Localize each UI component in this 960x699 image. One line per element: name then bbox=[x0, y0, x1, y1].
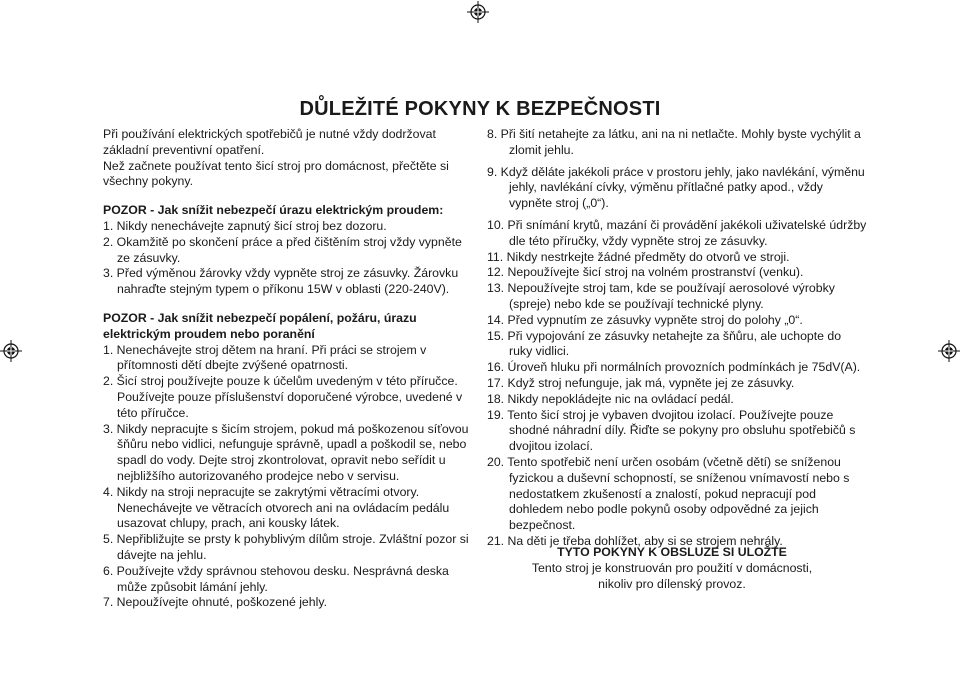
page-title: DŮLEŽITÉ POKYNY K BEZPEČNOSTI bbox=[299, 98, 661, 120]
safety-item-10: 10. Při snímání krytů, mazání či provádění jakékoli uživatelské údržby dle této příručky, vždy vypněte stroj ze zásuvky. bbox=[487, 217, 867, 248]
safety-item-9: 9. Když děláte jakékoli práce v prostoru jehly, jako navlékání, výměnu jehly, navlékání cívky, výměnu přítlačné patky apod., vždy vypněte stroj („0“). bbox=[487, 164, 865, 211]
closing-text-line-1: Tento stroj je konstruován pro použití v domácnosti, bbox=[531, 560, 813, 575]
safety-item-20: 20. Tento spotřebič není určen osobám (včetně dětí) se sníženou fyzickou a duševní schopností, se sníženou vnímavostí nebo s nedostatkem zkušeností a znalostí, pokud nepracují pod dohledem nebo podle pokynů osoby odpovědné za jejich bezpečnost. bbox=[487, 454, 850, 533]
safety-item-19: 19. Tento šicí stroj je vybaven dvojitou izolací. Používejte pouze shodné náhradní díly. Řiďte se pokyny pro obsluhu spotřebičů s dvojitou izolací. bbox=[487, 407, 856, 454]
safety-item-14: 14. Před vypnutím ze zásuvky vypněte stroj do polohy „0“. bbox=[487, 312, 803, 327]
safety-item-13: 13. Nepoužívejte stroj tam, kde se používají aerosolové výrobky (spreje) nebo kde se používají technické plyny. bbox=[487, 281, 835, 311]
warning-injury-item-2: 2. Šicí stroj používejte pouze k účelům uvedeným v této příručce. Používejte pouze příslušenství doporučené výrobce, uvedené v této příručce. bbox=[103, 374, 463, 420]
warning-injury-item-6: 6. Používejte vždy správnou stehovou desku. Nesprávná deska může způsobit lámání jehly. bbox=[103, 563, 449, 594]
safety-item-15: 15. Při vypojování ze zásuvky netahejte za šňůru, ale uchopte do ruky vidlici. bbox=[487, 328, 842, 359]
safety-item-21: 21. Na děti je třeba dohlížet, aby si se strojem nehrály. bbox=[487, 533, 783, 548]
safety-item-8: 8. Při šití netahejte za látku, ani na ni netlačte. Mohly byste vychýlit a zlomit jehlu. bbox=[487, 127, 861, 157]
registration-mark-left-icon bbox=[0, 340, 22, 362]
safety-item-12: 12. Nepoužívejte šicí stroj na volném prostranství (venku). bbox=[487, 265, 804, 280]
safety-item-16: 16. Úroveň hluku při normálních provozních podmínkách je 75dV(A). bbox=[487, 360, 861, 375]
warning-electric-heading: POZOR - Jak snížit nebezpečí úrazu elektrickým proudem: bbox=[103, 203, 444, 218]
closing-heading: TYTO POKYNY K OBSLUZE SI ULOŽTE bbox=[557, 545, 787, 559]
safety-item-17: 17. Když stroj nefunguje, jak má, vypněte jej ze zásuvky. bbox=[487, 375, 795, 390]
registration-mark-top-icon bbox=[467, 1, 489, 23]
warning-injury-item-1: 1. Nenechávejte stroj dětem na hraní. Při práci se strojem v přítomnosti dětí dbejte zvýšené opatrnosti. bbox=[103, 342, 427, 373]
closing-note bbox=[487, 545, 857, 592]
warning-injury-heading: POZOR - Jak snížit nebezpečí popálení, požáru, úrazu elektrickým proudem nebo poranění bbox=[103, 310, 417, 341]
right-column bbox=[487, 127, 867, 550]
safety-item-18: 18. Nikdy nepokládejte nic na ovládací pedál. bbox=[487, 391, 734, 406]
warning-electric-item-1: 1. Nikdy nenechávejte zapnutý šicí stroj bez dozoru. bbox=[103, 218, 387, 233]
closing-text-line-2: nikoliv pro dílenský provoz. bbox=[598, 576, 746, 591]
safety-item-11: 11. Nikdy nestrkejte žádné předměty do otvorů ve stroji. bbox=[487, 249, 790, 264]
intro-paragraph-1: Při používání elektrických spotřebičů je nutné vždy dodržovat základní preventivní opatření. bbox=[103, 127, 436, 157]
warning-injury-item-7: 7. Nepoužívejte ohnuté, poškozené jehly. bbox=[103, 595, 327, 610]
warning-injury-item-3: 3. Nikdy nepracujte s šicím strojem, pokud má poškozenou síťovou šňůru nebo vidlici, nefunguje správně, upadl a poškodil se, nebo spadl do vody. Dejte stroj zkontrolovat, opravit nebo seřídit u nejbližšího autorizovaného prodejce nebo v servisu. bbox=[103, 421, 469, 483]
left-column bbox=[103, 127, 473, 611]
intro-paragraph-2: Než začnete používat tento šicí stroj pro domácnost, přečtěte si všechny pokyny. bbox=[103, 158, 449, 189]
registration-mark-right-icon bbox=[938, 340, 960, 362]
warning-injury-item-4: 4. Nikdy na stroji nepracujte se zakrytými větracími otvory. Nenechávejte ve větracích otvorech ani na ovládacím pedálu usazovat chlupy, prach, ani kousky látek. bbox=[103, 484, 450, 531]
warning-electric-item-3: 3. Před výměnou žárovky vždy vypněte stroj ze zásuvky. Žárovku nahraďte stejným typem o příkonu 15W v oblasti (220-240V). bbox=[103, 266, 459, 297]
warning-electric-item-2: 2. Okamžitě po skončení práce a před čištěním stroj vždy vypněte ze zásuvky. bbox=[103, 234, 462, 265]
warning-injury-item-5: 5. Nepřibližujte se prsty k pohyblivým dílům stroje. Zvláštní pozor si dávejte na jehlu. bbox=[103, 532, 469, 562]
